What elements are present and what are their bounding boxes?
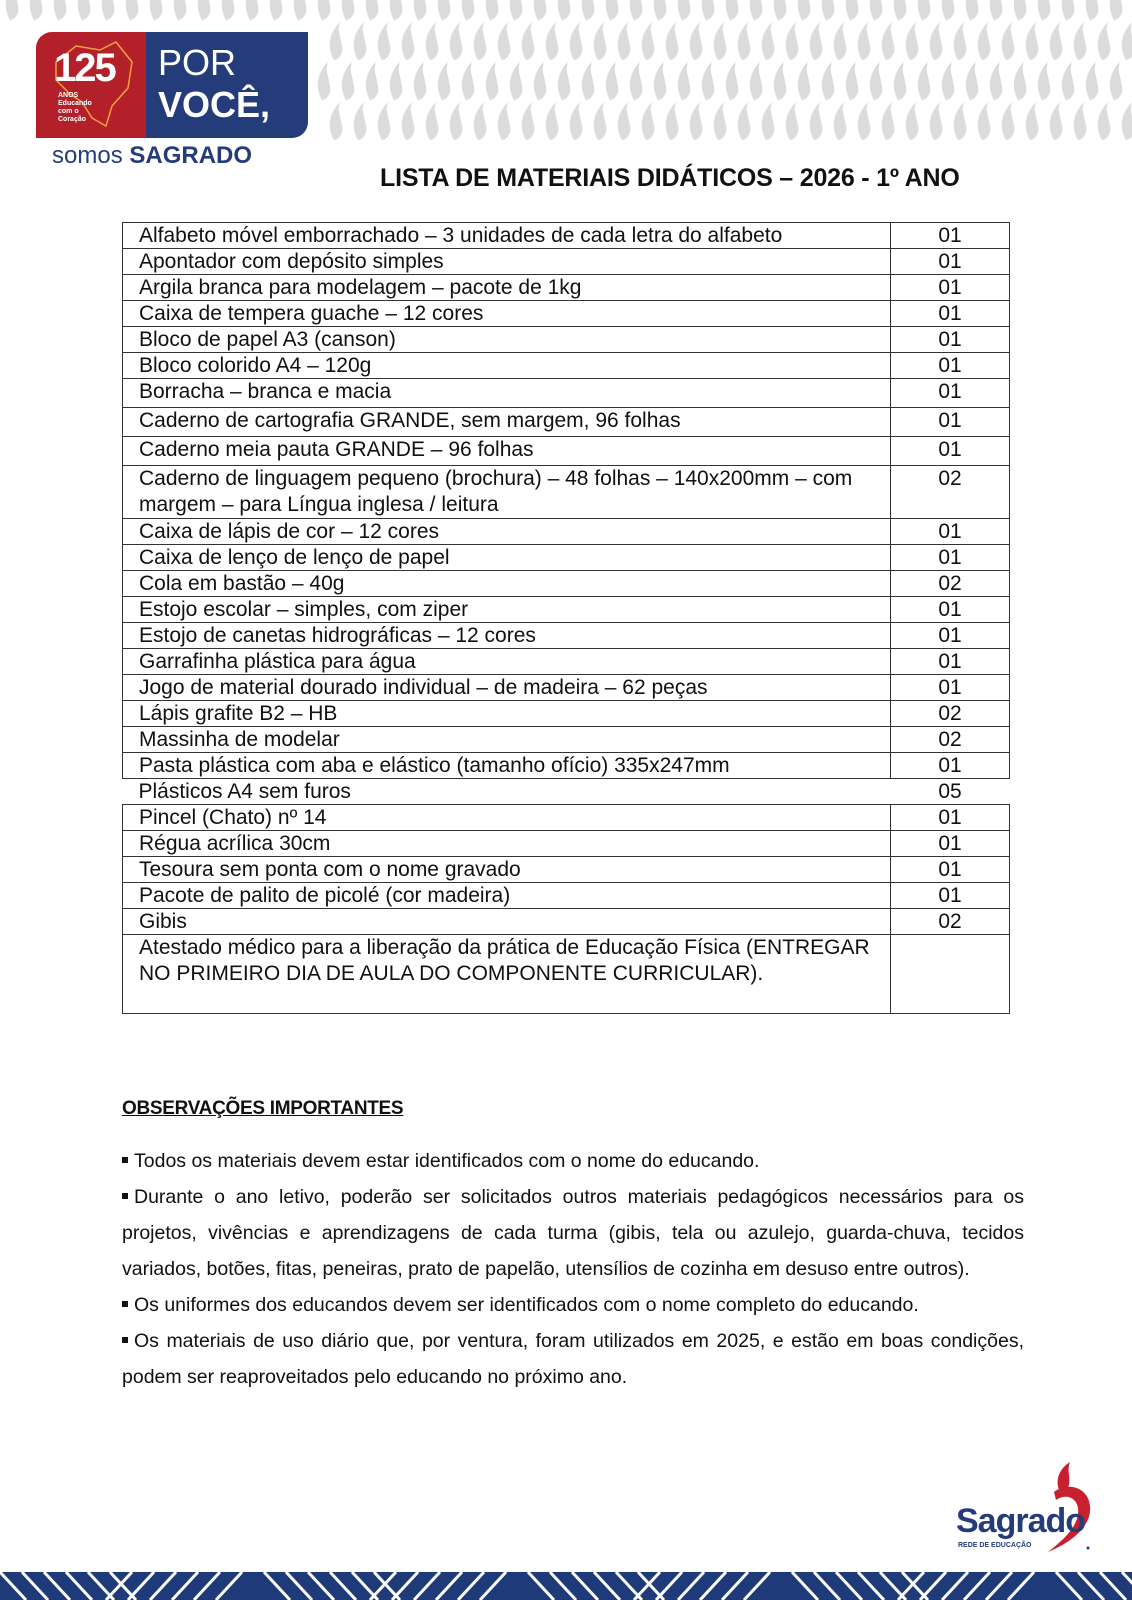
observation-text: Todos os materiais devem estar identificados com o nome do educando. <box>134 1150 760 1172</box>
flame-icon <box>678 0 691 20</box>
flame-icon <box>906 102 919 140</box>
flame-icon <box>510 62 523 100</box>
flame-icon <box>978 102 991 140</box>
table-row <box>123 779 1010 805</box>
quantity-cell: 01 <box>891 649 1010 675</box>
flame-icon <box>1086 62 1099 100</box>
table-row <box>123 301 1010 327</box>
flame-icon <box>1038 0 1051 20</box>
flame-icon <box>318 62 331 100</box>
flame-icon <box>918 62 931 100</box>
flame-icon <box>738 102 751 140</box>
por-voce-logo <box>36 32 308 138</box>
flame-icon <box>318 0 331 20</box>
flame-icon <box>894 0 907 20</box>
flame-icon <box>726 0 739 20</box>
item-cell: Gibis <box>123 909 891 935</box>
flame-icon <box>762 102 775 140</box>
quantity-cell: 01 <box>891 545 1010 571</box>
logo-voce: VOCÊ, <box>158 84 271 125</box>
flame-icon <box>354 102 367 140</box>
observations-title: OBSERVAÇÕES IMPORTANTES <box>122 1098 404 1119</box>
flame-icon <box>30 0 43 20</box>
item-cell: Lápis grafite B2 – HB <box>123 701 891 727</box>
flame-icon <box>750 0 763 20</box>
logo-sagrado-text: SAGRADO <box>129 142 253 169</box>
flame-icon <box>6 0 19 20</box>
logo-tagline-2: com o <box>58 108 79 115</box>
flame-icon <box>894 62 907 100</box>
flame-icon <box>1014 0 1027 20</box>
item-cell: Garrafinha plástica para água <box>123 649 891 675</box>
item-cell: Caixa de lenço de lenço de papel <box>123 545 891 571</box>
item-cell: Tesoura sem ponta com o nome gravado <box>123 857 891 883</box>
flame-icon <box>270 0 283 20</box>
flame-icon <box>966 62 979 100</box>
observation-item <box>122 1323 1024 1395</box>
flame-icon <box>678 62 691 100</box>
flame-icon <box>954 102 967 140</box>
flame-icon <box>834 22 847 60</box>
table-row <box>123 623 1010 649</box>
flame-icon <box>762 22 775 60</box>
flame-icon <box>450 102 463 140</box>
flame-icon <box>882 102 895 140</box>
flame-icon <box>966 0 979 20</box>
flame-icon <box>834 102 847 140</box>
flame-icon <box>1074 102 1087 140</box>
flame-icon <box>1110 62 1123 100</box>
logo-anos <box>58 92 92 124</box>
observation-item <box>122 1179 1024 1287</box>
flame-icon <box>198 0 211 20</box>
flame-icon <box>858 102 871 140</box>
quantity-cell: 01 <box>891 301 1010 327</box>
observation-item <box>122 1143 1024 1179</box>
quantity-cell: 01 <box>891 597 1010 623</box>
flame-icon <box>870 62 883 100</box>
flame-icon <box>906 22 919 60</box>
bullet-icon <box>122 1337 128 1343</box>
table-row <box>123 275 1010 301</box>
logo-somos-text: somos <box>52 142 123 169</box>
flame-icon <box>558 62 571 100</box>
flame-icon <box>174 0 187 20</box>
page-title: LISTA DE MATERIAIS DIDÁTICOS – 2026 - 1º ANO <box>380 164 960 192</box>
flame-icon <box>990 0 1003 20</box>
flame-icon <box>486 0 499 20</box>
flame-icon <box>546 102 559 140</box>
flame-icon <box>858 22 871 60</box>
flame-icon <box>426 102 439 140</box>
item-cell: Pincel (Chato) nº 14 <box>123 805 891 831</box>
flame-icon <box>714 22 727 60</box>
flame-icon <box>738 22 751 60</box>
table-row <box>123 883 1010 909</box>
sagrado-brand-text: Sagrado <box>956 1502 1086 1540</box>
table-row <box>123 545 1010 571</box>
quantity-cell: 01 <box>891 353 1010 379</box>
item-cell: Caixa de tempera guache – 12 cores <box>123 301 891 327</box>
flame-icon <box>366 62 379 100</box>
quantity-cell <box>891 935 1010 1014</box>
table-row <box>123 437 1010 466</box>
flame-icon <box>222 0 235 20</box>
flame-icon <box>102 0 115 20</box>
flame-icon <box>126 0 139 20</box>
flame-icon <box>474 102 487 140</box>
logo-anos-label: ANOS <box>58 92 79 99</box>
table-row <box>123 597 1010 623</box>
flame-icon <box>1002 102 1015 140</box>
table-row <box>123 831 1010 857</box>
flame-icon <box>1098 22 1111 60</box>
flame-icon <box>930 22 943 60</box>
item-cell: Cola em bastão – 40g <box>123 571 891 597</box>
flame-icon <box>390 0 403 20</box>
flame-icon <box>1050 22 1063 60</box>
flame-icon <box>414 62 427 100</box>
flame-icon <box>846 0 859 20</box>
observation-text: Durante o ano letivo, poderão ser solicitados outros materiais pedagógicos necessários para os projetos, vivências e aprendizagens de cada turma (gibis, tela ou azulejo, guarda-chuva, tecidos variados, botões, fitas, peneiras, prato de papelão, utensílios de cozinha em desuso entre outros). <box>122 1186 1024 1280</box>
flame-icon <box>558 0 571 20</box>
quantity-cell: 01 <box>891 408 1010 437</box>
observation-item <box>122 1287 1024 1323</box>
flame-icon <box>774 0 787 20</box>
flame-icon <box>294 0 307 20</box>
flame-icon <box>570 22 583 60</box>
table-row <box>123 379 1010 408</box>
flame-icon <box>342 0 355 20</box>
item-cell: Atestado médico para a liberação da prática de Educação Física (ENTREGAR NO PRIMEIRO DIA DE AULA DO COMPONENTE CURRICULAR). <box>123 935 891 1014</box>
table-row <box>123 701 1010 727</box>
quantity-cell: 01 <box>891 857 1010 883</box>
item-cell: Estojo escolar – simples, com ziper <box>123 597 891 623</box>
flame-icon <box>942 62 955 100</box>
flame-icon <box>354 22 367 60</box>
flame-icon <box>702 0 715 20</box>
flame-icon <box>534 62 547 100</box>
flame-icon <box>150 0 163 20</box>
flame-icon <box>246 0 259 20</box>
quantity-cell: 01 <box>891 437 1010 466</box>
observations-list <box>122 1143 1024 1395</box>
quantity-cell: 02 <box>891 909 1010 935</box>
item-cell: Pasta plástica com aba e elástico (tamanho ofício) 335x247mm <box>123 753 891 779</box>
flame-icon <box>930 102 943 140</box>
flame-icon <box>1050 102 1063 140</box>
table-row <box>123 519 1010 545</box>
logo-por: POR <box>158 42 237 83</box>
flame-icon <box>1122 22 1132 60</box>
flame-icon <box>1026 102 1039 140</box>
flame-icon <box>1062 62 1075 100</box>
flame-icon <box>810 102 823 140</box>
flame-icon <box>882 22 895 60</box>
table-row <box>123 466 1010 519</box>
flame-icon <box>450 22 463 60</box>
item-cell: Alfabeto móvel emborrachado – 3 unidades de cada letra do alfabeto <box>123 223 891 249</box>
flame-icon <box>426 22 439 60</box>
quantity-cell: 01 <box>891 831 1010 857</box>
flame-icon <box>654 62 667 100</box>
flame-icon <box>954 22 967 60</box>
flame-icon <box>54 0 67 20</box>
flame-icon <box>330 102 343 140</box>
flame-icon <box>342 62 355 100</box>
flame-icon <box>690 22 703 60</box>
flame-icon <box>546 22 559 60</box>
item-cell: Plásticos A4 sem furos <box>123 779 891 805</box>
flame-icon <box>534 0 547 20</box>
item-cell: Caderno de linguagem pequeno (brochura) – 48 folhas – 140x200mm – com margem – para Língua inglesa / leitura <box>123 466 891 519</box>
flame-icon <box>606 0 619 20</box>
item-cell: Pacote de palito de picolé (cor madeira) <box>123 883 891 909</box>
flame-icon <box>786 22 799 60</box>
sagrado-subtitle: REDE DE EDUCAÇÃO <box>958 1542 1032 1549</box>
flame-icon <box>786 102 799 140</box>
quantity-cell: 01 <box>891 675 1010 701</box>
flame-icon <box>1110 0 1123 20</box>
flame-icon <box>378 102 391 140</box>
flame-icon <box>798 0 811 20</box>
flame-icon <box>510 0 523 20</box>
flame-icon <box>474 22 487 60</box>
flame-icon <box>402 22 415 60</box>
table-row <box>123 649 1010 675</box>
bullet-icon <box>122 1157 128 1163</box>
quantity-cell: 01 <box>891 249 1010 275</box>
table-row <box>123 857 1010 883</box>
item-cell: Apontador com depósito simples <box>123 249 891 275</box>
flame-icon <box>414 0 427 20</box>
flame-icon <box>78 0 91 20</box>
flame-icon <box>978 22 991 60</box>
quantity-cell: 01 <box>891 623 1010 649</box>
flame-icon <box>1002 22 1015 60</box>
flame-icon <box>330 22 343 60</box>
flame-icon <box>378 22 391 60</box>
flame-icon <box>486 62 499 100</box>
flame-icon <box>438 62 451 100</box>
table-row <box>123 223 1010 249</box>
observation-text: Os materiais de uso diário que, por ventura, foram utilizados em 2025, e estão em boas condições, podem ser reaproveitados pelo educando no próximo ano. <box>122 1330 1024 1388</box>
flame-icon <box>1086 0 1099 20</box>
logo-tagline-1: Educando <box>58 100 92 107</box>
flame-icon <box>942 0 955 20</box>
flame-icon <box>462 62 475 100</box>
quantity-cell: 01 <box>891 519 1010 545</box>
quantity-cell: 02 <box>891 727 1010 753</box>
flame-icon <box>366 0 379 20</box>
item-cell: Caixa de lápis de cor – 12 cores <box>123 519 891 545</box>
bullet-icon <box>122 1301 128 1307</box>
table-row <box>123 909 1010 935</box>
item-cell: Caderno de cartografia GRANDE, sem margem, 96 folhas <box>123 408 891 437</box>
flame-icon <box>618 102 631 140</box>
table-row <box>123 327 1010 353</box>
table-row <box>123 935 1010 1014</box>
flame-icon <box>582 0 595 20</box>
table-row <box>123 571 1010 597</box>
logo-somos-sagrado <box>52 142 252 170</box>
flame-icon <box>570 102 583 140</box>
item-cell: Estojo de canetas hidrográficas – 12 cores <box>123 623 891 649</box>
table-row <box>123 353 1010 379</box>
flame-icon <box>390 62 403 100</box>
flame-icon <box>702 62 715 100</box>
flame-icon <box>870 0 883 20</box>
table-row <box>123 408 1010 437</box>
table-row <box>123 675 1010 701</box>
flame-icon <box>990 62 1003 100</box>
flame-icon <box>522 22 535 60</box>
logo-tagline-3: Coração <box>58 116 87 123</box>
quantity-cell: 01 <box>891 753 1010 779</box>
bullet-icon <box>122 1193 128 1199</box>
item-cell: Bloco de papel A3 (canson) <box>123 327 891 353</box>
table-row <box>123 249 1010 275</box>
quantity-cell: 01 <box>891 223 1010 249</box>
flame-icon <box>402 102 415 140</box>
logo-red-panel <box>36 32 148 138</box>
flame-icon <box>594 102 607 140</box>
materials-table <box>122 222 1010 1014</box>
flame-icon <box>594 22 607 60</box>
flame-icon <box>1098 102 1111 140</box>
flame-icon <box>666 22 679 60</box>
flame-icon <box>714 102 727 140</box>
item-cell: Borracha – branca e macia <box>123 379 891 408</box>
quantity-cell: 01 <box>891 805 1010 831</box>
flame-icon <box>666 102 679 140</box>
flame-icon <box>774 62 787 100</box>
quantity-cell: 01 <box>891 275 1010 301</box>
flame-icon <box>498 22 511 60</box>
flame-icon <box>582 62 595 100</box>
flame-icon <box>1026 22 1039 60</box>
flame-icon <box>918 0 931 20</box>
sagrado-footer-logo <box>956 1462 1106 1554</box>
flame-icon <box>1122 102 1132 140</box>
flame-icon <box>1038 62 1051 100</box>
quantity-cell: 01 <box>891 883 1010 909</box>
flame-icon <box>642 22 655 60</box>
flame-icon <box>618 22 631 60</box>
flame-icon <box>438 0 451 20</box>
flame-icon <box>462 0 475 20</box>
flame-icon <box>642 102 655 140</box>
flame-icon <box>1014 62 1027 100</box>
item-cell: Argila branca para modelagem – pacote de 1kg <box>123 275 891 301</box>
flame-icon <box>654 0 667 20</box>
flame-icon <box>750 62 763 100</box>
item-cell: Régua acrílica 30cm <box>123 831 891 857</box>
quantity-cell: 01 <box>891 379 1010 408</box>
quantity-cell: 02 <box>891 701 1010 727</box>
quantity-cell: 01 <box>891 327 1010 353</box>
quantity-cell: 02 <box>891 466 1010 519</box>
flame-icon <box>822 62 835 100</box>
flame-icon <box>1074 22 1087 60</box>
flame-icon <box>1062 0 1075 20</box>
item-cell: Massinha de modelar <box>123 727 891 753</box>
item-cell: Caderno meia pauta GRANDE – 96 folhas <box>123 437 891 466</box>
table-row <box>123 753 1010 779</box>
item-cell: Jogo de material dourado individual – de madeira – 62 peças <box>123 675 891 701</box>
flame-icon <box>606 62 619 100</box>
flame-icon <box>798 62 811 100</box>
flame-icon <box>822 0 835 20</box>
quantity-cell: 02 <box>891 571 1010 597</box>
logo-125: 125 <box>54 46 115 90</box>
item-cell: Bloco colorido A4 – 120g <box>123 353 891 379</box>
flame-icon <box>522 102 535 140</box>
table-row <box>123 727 1010 753</box>
footer-stripe-pattern <box>0 1572 1132 1600</box>
flame-icon <box>630 0 643 20</box>
flame-icon <box>690 102 703 140</box>
flame-icon <box>810 22 823 60</box>
table-row <box>123 805 1010 831</box>
flame-icon <box>726 62 739 100</box>
observation-text: Os uniformes dos educandos devem ser identificados com o nome completo do educando. <box>134 1294 919 1316</box>
flame-icon <box>498 102 511 140</box>
flame-icon <box>846 62 859 100</box>
flame-icon <box>630 62 643 100</box>
quantity-cell: 05 <box>891 779 1010 805</box>
